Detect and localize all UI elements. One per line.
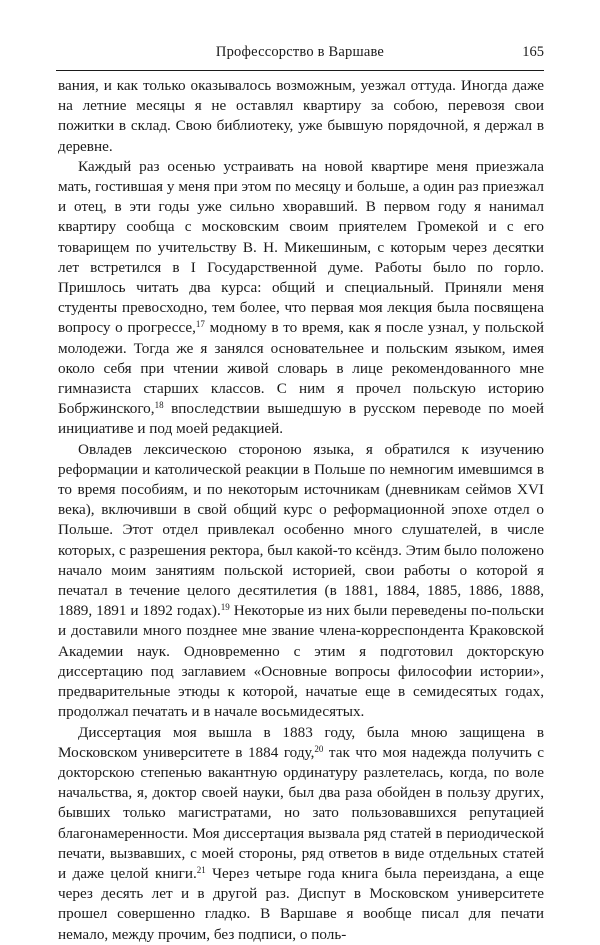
- footnote-marker: 17: [195, 319, 205, 330]
- paragraph-text: Диссертация моя вышла в 1883 году, была мною защищена в Московском университете в 1884 году,: [58, 723, 544, 761]
- paragraph-text: впоследствии вышедшую в русском переводе по моей инициативе и под моей редакцией.: [58, 400, 544, 438]
- paragraph-text: модному в то время, как я после узнал, у польской молодежи. Тогда же я занялся основательнее и польским языком, имея около себя при чтении живой словарь в лице рекомендованного мне гимназиста старших классов. С ним я прочел польскую историю Бобржинского,: [58, 319, 544, 418]
- footnote-marker: 18: [154, 400, 164, 411]
- running-head-title: Профессорство в Варшаве: [215, 44, 385, 60]
- paragraph-text: Через четыре года книга была переиздана, а еще через десять лет и в другой раз. Диспут в Московском университете прошел совершенно гладко. В Варшаве я вообще писал для печати немало, между прочим, без подписи, о поль-: [58, 864, 545, 943]
- footnote-marker: 19: [220, 602, 230, 613]
- footnote-marker: 21: [196, 864, 206, 875]
- paragraph: [58, 157, 544, 440]
- paragraph-text: Овладев лексическою стороною языка, я обратился к изучению реформации и католической реакции в Польше по немногим имевшимся в то время пособиям, и по некоторым источникам (дневникам сеймов XVI века), включивши в свой общий курс о реформационной эпохе отдел о Польше. Этот отдел привлекал особенно много слушателей, в числе которых, с разрешения ректора, был какой-то ксёндз. Этим было положено начало моим занятиям польской историей, свои работы о которой я печатал в течение целого десятилетия (в 1881, 1884, 1885, 1886, 1888, 1889, 1891 и 1892 годах).: [58, 440, 544, 620]
- paragraph-text: Каждый раз осенью устраивать на новой квартире меня приезжала мать, гостившая у меня при этом по месяцу и больше, а один раз приезжал и отец, в эти годы уже сильно хворавший. В первом году я нанимал квартиру сообща с московским своим приятелем Громекой и с его товарищем по учительству В. Н. Микешиным, с которым через десятки лет встретился в I Государственной думе. Работы было по горло. Пришлось читать два курса: общий и специальный. Приняли меня студенты превосходно, тем более, что первая моя лекция была посвящена вопросу о прогрессе,: [58, 157, 544, 337]
- paragraph-text: Некоторые из них были переведены по-польски и доставили много позднее мне звание члена-корреспондента Краковской Академии наук. Одновременно с этим я подготовил докторскую диссертацию под заглавием «Основные вопросы философии истории», предварительные этюды к которой, начатые еще в семидесятых годах, продолжал печатать и в начале восьмидесятых.: [58, 602, 544, 721]
- paragraph-text: вания, и как только оказывалось возможным, уезжал оттуда. Иногда даже на летние месяцы я не оставлял квартиру за собою, перевозя свои пожитки в склад. Свою библиотеку, уже бывшую порядочной, я держал в деревне.: [58, 77, 544, 155]
- paragraph-text: так что моя надежда получить с докторскою степенью вакантную ординатуру разлетелась, когда, по воле начальства, я, доктор своей науки, был два раза обойден в пользу других, бывших только магистратами, но зато пользовавшихся репутацией благонамеренности. Моя диссертация вызвала ряд статей в периодической печати, вызвавших, с моей стороны, ряд ответов в виде отдельных статей и даже целой книги.: [58, 743, 544, 882]
- page-number: 165: [522, 44, 544, 60]
- body-text: [58, 76, 544, 945]
- paragraph: [58, 76, 544, 157]
- paragraph: [58, 440, 544, 723]
- running-head: [56, 41, 544, 63]
- footnote-marker: 20: [314, 743, 324, 754]
- paragraph: [58, 723, 544, 945]
- header-rule: [56, 70, 544, 71]
